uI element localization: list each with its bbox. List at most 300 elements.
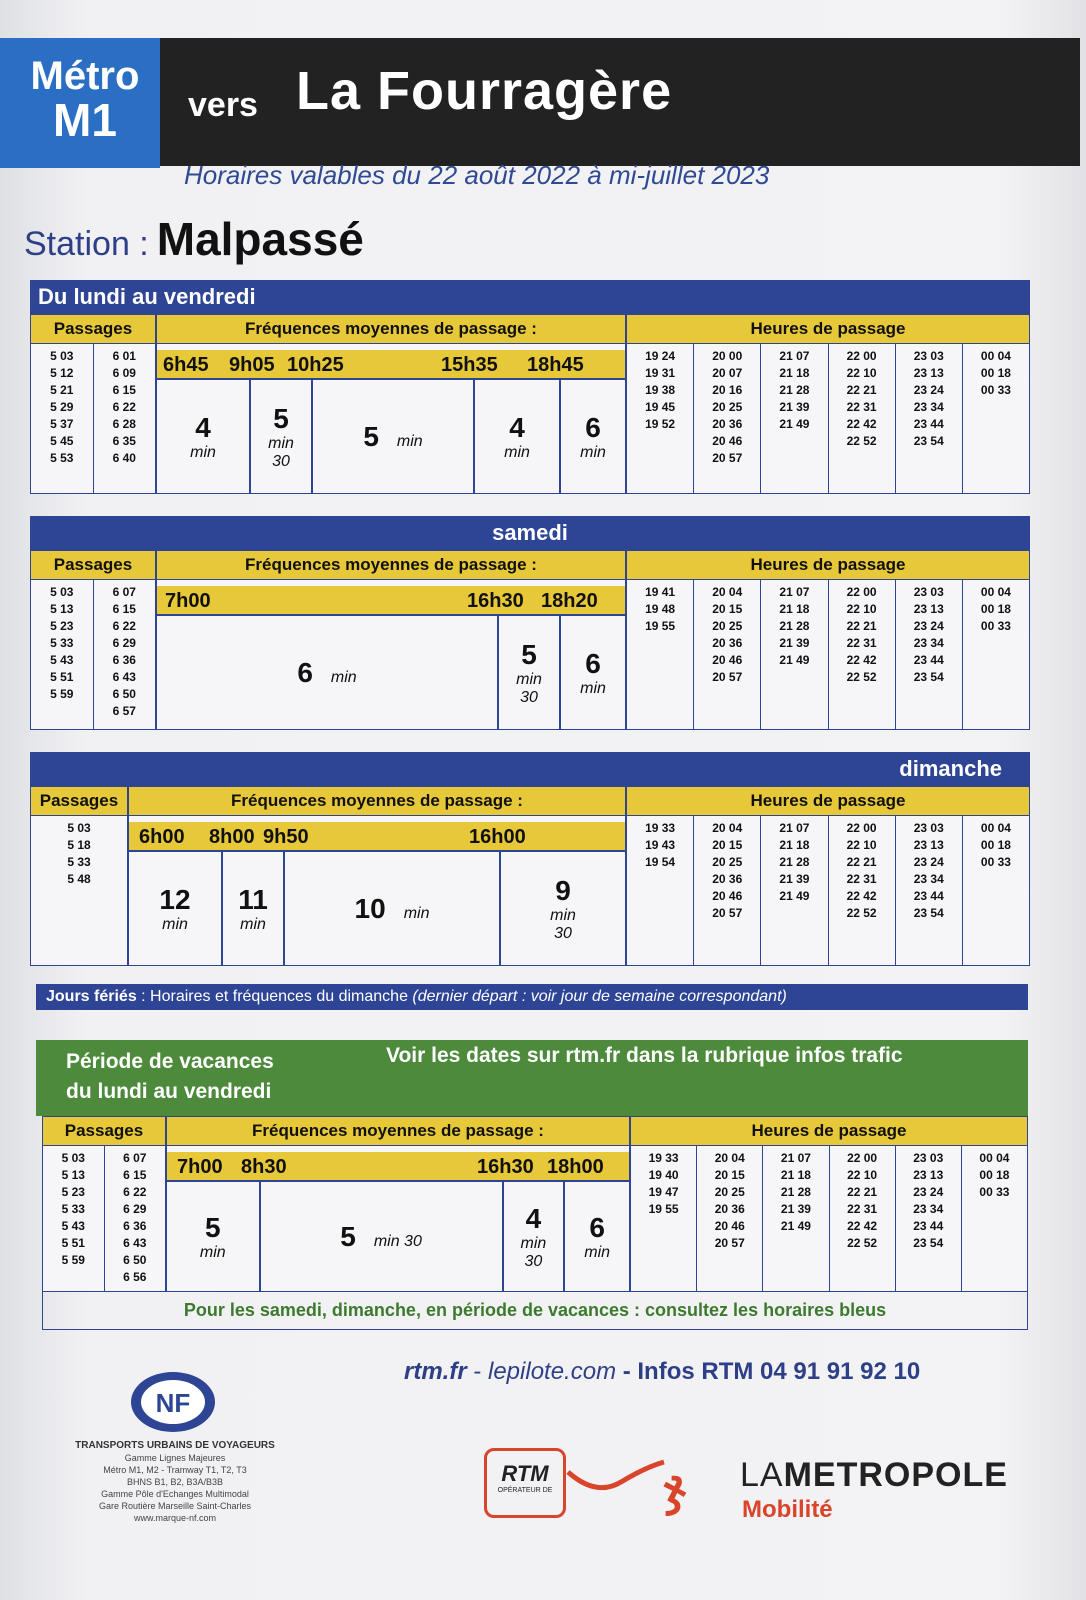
departure-time: 21 28 (779, 383, 810, 397)
departure-time: 19 40 (648, 1168, 679, 1182)
departure-time: 21 39 (779, 400, 810, 414)
departure-time: 6 29 (123, 1202, 147, 1216)
departure-time: 20 04 (712, 821, 743, 835)
departure-time: 6 01 (112, 349, 136, 363)
cert-line: Gamme Pôle d'Echanges Multimodal (101, 1489, 249, 1499)
frequency-cell (313, 380, 475, 493)
departure-time: 21 39 (779, 636, 810, 650)
departure-time: 20 15 (712, 602, 743, 616)
time-breakpoint: 18h20 (541, 590, 598, 612)
passages-header: Passages (31, 787, 129, 815)
frequency-value: 12 (159, 883, 191, 915)
hours-list (896, 344, 963, 493)
hours-list (829, 816, 896, 965)
departure-time: 20 57 (712, 451, 743, 465)
departure-time: 20 16 (712, 383, 743, 397)
frequency-breakpoints (129, 822, 625, 852)
frequency-cell (157, 616, 499, 729)
hours-list (627, 580, 694, 729)
frequency-column (129, 816, 627, 965)
frequency-value-row (521, 639, 537, 671)
departure-time: 6 57 (112, 704, 136, 718)
departure-time: 5 23 (50, 619, 74, 633)
departure-time: 6 15 (112, 383, 136, 397)
frequency-unit: min (584, 1243, 611, 1261)
departure-time: 6 50 (123, 1253, 147, 1267)
hours-header: Heures de passage (750, 319, 906, 338)
frequency-cell (157, 380, 251, 493)
departure-time: 21 18 (779, 602, 810, 616)
departure-time: 19 55 (645, 619, 676, 633)
hours-list (829, 344, 896, 493)
hours-header: Heures de passage (751, 1121, 907, 1140)
line-number: M1 (53, 94, 117, 146)
passages-header: Passages (31, 551, 157, 579)
departure-time: 20 36 (712, 636, 743, 650)
certification-text (60, 1440, 290, 1524)
departure-time: 23 54 (913, 670, 944, 684)
metropole-logo (740, 1456, 1008, 1495)
departure-time: 5 33 (61, 1202, 85, 1216)
departure-time: 00 18 (979, 1168, 1010, 1182)
passages-list (105, 1146, 166, 1291)
frequency-value-row (238, 884, 268, 916)
frequency-cell (223, 852, 285, 965)
station-label: Station : (24, 225, 149, 263)
metro-line-badge (0, 38, 160, 168)
rtm-link[interactable]: rtm.fr (404, 1358, 467, 1385)
departure-time: 19 52 (645, 417, 676, 431)
frequency-unit: min (330, 668, 357, 686)
frequency-unit: min 30 (373, 1232, 422, 1250)
hours-list (694, 580, 761, 729)
time-breakpoint: 6h00 (139, 826, 185, 848)
frequency-cells (129, 852, 625, 965)
departure-time: 5 59 (61, 1253, 85, 1267)
departure-time: 19 31 (645, 366, 676, 380)
frequency-cell (561, 616, 625, 729)
passages-list (43, 1146, 105, 1291)
departure-time: 6 36 (123, 1219, 147, 1233)
departure-time: 5 12 (50, 366, 74, 380)
departure-time: 6 07 (123, 1151, 147, 1165)
departure-time: 19 55 (648, 1202, 679, 1216)
frequency-unit: min (190, 443, 216, 461)
departure-time: 6 09 (112, 366, 136, 380)
hours-list (697, 1146, 763, 1291)
departure-time: 22 31 (846, 636, 877, 650)
departure-time: 00 33 (980, 855, 1011, 869)
time-breakpoint: 7h00 (165, 590, 211, 612)
time-breakpoint: 9h50 (263, 826, 309, 848)
frequency-cells (167, 1182, 629, 1291)
vacation-schedule (42, 1116, 1028, 1292)
departure-time: 20 46 (712, 889, 743, 903)
departure-time: 6 15 (112, 602, 136, 616)
departure-time: 6 28 (112, 417, 136, 431)
cert-line: Gamme Lignes Majeures (124, 1453, 226, 1463)
departure-time: 22 00 (846, 349, 877, 363)
departure-time: 6 43 (123, 1236, 147, 1250)
departure-time: 22 00 (846, 585, 877, 599)
time-breakpoint: 8h30 (241, 1156, 287, 1178)
cert-line: BHNS B1, B2, B3A/B3B (126, 1477, 224, 1487)
hours-list (962, 1146, 1027, 1291)
departure-time: 6 50 (112, 687, 136, 701)
time-breakpoint: 18h45 (527, 354, 584, 376)
frequency-value: 10 (354, 892, 386, 924)
passages-column (31, 580, 157, 729)
departure-time: 20 46 (714, 1219, 745, 1233)
passages-list (94, 344, 156, 493)
departure-time: 5 33 (50, 636, 74, 650)
frequency-cell (565, 1182, 629, 1291)
departure-time: 21 28 (779, 619, 810, 633)
hours-header: Heures de passage (750, 791, 906, 810)
departure-time: 23 44 (913, 1219, 944, 1233)
time-breakpoint: 6h45 (163, 354, 209, 376)
lepilote-link[interactable]: lepilote.com (488, 1358, 617, 1385)
frequency-extra: 30 (520, 688, 538, 706)
departure-time: 22 00 (847, 1151, 878, 1165)
frequency-extra: 30 (272, 452, 290, 470)
frequency-cells (157, 616, 625, 729)
rtm-logo-sub: OPÉRATEUR DE (497, 1487, 553, 1494)
frequency-breakpoints (157, 350, 625, 380)
frequency-value: 4 (195, 411, 211, 443)
departure-time: 23 24 (913, 383, 944, 397)
table-header (30, 786, 1030, 816)
frequency-breakpoints (167, 1152, 629, 1182)
departure-time: 6 35 (112, 434, 136, 448)
departure-time: 22 42 (846, 889, 877, 903)
holiday-note: (dernier départ : voir jour de semaine correspondant) (412, 988, 787, 1005)
weekday-schedule (30, 280, 1030, 494)
departure-time: 23 03 (913, 585, 944, 599)
rtm-logo (484, 1448, 566, 1518)
departure-time: 5 43 (50, 653, 74, 667)
departure-time: 00 18 (980, 602, 1011, 616)
hours-list (963, 344, 1029, 493)
departure-time: 6 22 (123, 1185, 147, 1199)
departure-time: 22 10 (846, 838, 877, 852)
departure-time: 20 04 (714, 1151, 745, 1165)
cert-line: Métro M1, M2 - Tramway T1, T2, T3 (103, 1465, 247, 1475)
departure-time: 21 39 (779, 872, 810, 886)
frequency-unit: min (504, 443, 530, 461)
hours-header: Heures de passage (750, 555, 906, 574)
hours-columns (631, 1146, 1027, 1291)
departure-time: 21 49 (779, 417, 810, 431)
holiday-label: Jours fériés (46, 988, 137, 1005)
departure-time: 23 54 (913, 1236, 944, 1250)
departure-time: 5 03 (67, 821, 91, 835)
frequency-header: Fréquences moyennes de passage : (167, 1117, 631, 1145)
hours-list (761, 344, 828, 493)
time-breakpoint: 16h00 (469, 826, 526, 848)
departure-time: 22 31 (847, 1202, 878, 1216)
departure-time: 23 13 (913, 838, 944, 852)
vacation-title-line1: Période de vacances (66, 1050, 274, 1073)
departure-time: 19 45 (645, 400, 676, 414)
departure-time: 6 29 (112, 636, 136, 650)
departure-time: 21 49 (780, 1219, 811, 1233)
frequency-value: 6 (589, 1211, 605, 1243)
frequency-value-row (363, 421, 422, 453)
departure-time: 5 03 (61, 1151, 85, 1165)
schedule-title: dimanche (30, 752, 1030, 786)
schedule-title: Du lundi au vendredi (30, 280, 1030, 314)
passages-column (31, 816, 129, 965)
hours-columns (627, 816, 1029, 965)
departure-time: 23 54 (913, 906, 944, 920)
frequency-cell (251, 380, 313, 493)
mobilite-label: Mobilité (742, 1496, 833, 1523)
public-holidays-banner (36, 984, 1028, 1010)
frequency-value: 4 (509, 411, 525, 443)
departure-time: 5 45 (50, 434, 74, 448)
departure-time: 22 42 (846, 653, 877, 667)
hours-list (761, 816, 828, 965)
frequency-value: 9 (555, 874, 571, 906)
hours-list (761, 580, 828, 729)
departure-time: 5 48 (67, 872, 91, 886)
departure-time: 23 44 (913, 889, 944, 903)
departure-time: 20 15 (712, 838, 743, 852)
frequency-value-row (205, 1212, 221, 1244)
departure-time: 21 07 (779, 821, 810, 835)
departure-time: 21 39 (780, 1202, 811, 1216)
departure-time: 23 34 (913, 872, 944, 886)
frequency-cell (501, 852, 625, 965)
departure-time: 20 46 (712, 434, 743, 448)
departure-time: 22 31 (846, 872, 877, 886)
cert-line: Gare Routière Marseille Saint-Charles (98, 1501, 252, 1511)
departure-time: 22 52 (846, 434, 877, 448)
departure-time: 6 56 (123, 1270, 147, 1284)
departure-time: 22 52 (847, 1236, 878, 1250)
departure-time: 22 21 (846, 619, 877, 633)
departure-time: 5 23 (61, 1185, 85, 1199)
departure-time: 22 21 (846, 383, 877, 397)
hours-list (830, 1146, 896, 1291)
hours-list (627, 344, 694, 493)
frequency-value-row (195, 412, 211, 444)
frequency-value-row (526, 1203, 542, 1235)
frequency-value: 6 (585, 647, 601, 679)
passages-list (31, 816, 127, 965)
metropole-mark-icon: ჯ (664, 1462, 686, 1515)
table-header (42, 1116, 1028, 1146)
departure-time: 22 00 (846, 821, 877, 835)
departure-time: 23 44 (913, 417, 944, 431)
frequency-value: 5 (521, 638, 537, 670)
departure-time: 22 42 (846, 417, 877, 431)
departure-time: 19 43 (645, 838, 676, 852)
passages-header: Passages (43, 1117, 167, 1145)
departure-time: 5 13 (61, 1168, 85, 1182)
infos-phone: - Infos RTM 04 91 91 92 10 (616, 1358, 921, 1385)
holiday-text: : Horaires et fréquences du dimanche (136, 988, 413, 1005)
frequency-value: 11 (238, 883, 268, 915)
departure-time: 21 49 (779, 653, 810, 667)
departure-time: 23 34 (913, 1202, 944, 1216)
frequency-unit: min (580, 679, 606, 697)
departure-time: 00 18 (980, 366, 1011, 380)
departure-time: 20 25 (712, 855, 743, 869)
departure-time: 23 24 (913, 855, 944, 869)
time-breakpoint: 18h00 (547, 1156, 604, 1178)
frequency-value: 4 (525, 1202, 542, 1234)
nf-text: NF (155, 1388, 191, 1418)
departure-time: 5 59 (50, 687, 74, 701)
departure-time: 00 04 (980, 349, 1011, 363)
departure-time: 00 33 (979, 1185, 1010, 1199)
departure-time: 22 31 (846, 400, 877, 414)
schedule-grid (42, 1146, 1028, 1292)
frequency-value: 5 (340, 1220, 356, 1252)
departure-time: 00 04 (979, 1151, 1010, 1165)
departure-time: 5 51 (61, 1236, 85, 1250)
hours-list (829, 580, 896, 729)
time-breakpoint: 16h30 (477, 1156, 534, 1178)
departure-time: 19 33 (645, 821, 676, 835)
time-breakpoint: 15h35 (441, 354, 498, 376)
hours-list (963, 580, 1029, 729)
departure-time: 23 54 (913, 434, 944, 448)
departure-time: 20 57 (712, 906, 743, 920)
departure-time: 23 13 (913, 366, 944, 380)
departure-time: 21 18 (779, 838, 810, 852)
frequency-unit: min (162, 915, 188, 933)
departure-time: 20 15 (714, 1168, 745, 1182)
direction-prefix: vers (188, 86, 258, 124)
vacation-note: Pour les samedi, dimanche, en période de vacances : consultez les horaires bleus (42, 1290, 1028, 1330)
frequency-extra: 30 (554, 924, 572, 942)
frequency-value: 5 (273, 402, 289, 434)
departure-time: 6 22 (112, 619, 136, 633)
departure-time: 5 33 (67, 855, 91, 869)
departure-time: 22 21 (846, 855, 877, 869)
departure-time: 23 13 (913, 1168, 944, 1182)
departure-time: 00 18 (980, 838, 1011, 852)
passages-column (31, 344, 157, 493)
frequency-unit: min (396, 432, 423, 450)
departure-time: 5 37 (50, 417, 74, 431)
departure-time: 23 34 (913, 636, 944, 650)
departure-time: 5 29 (50, 400, 74, 414)
departure-time: 20 00 (712, 349, 743, 363)
departure-time: 22 10 (846, 602, 877, 616)
departure-time: 20 25 (712, 400, 743, 414)
frequency-value-row (555, 875, 571, 907)
hours-list (963, 816, 1029, 965)
frequency-value: 5 (363, 420, 379, 452)
hours-list (896, 580, 963, 729)
frequency-value-row (589, 1212, 605, 1244)
frequency-unit: min (403, 904, 430, 922)
departure-time: 5 18 (67, 838, 91, 852)
departure-time: 20 36 (712, 872, 743, 886)
departure-time: 23 03 (913, 349, 944, 363)
station-name: Malpassé (156, 213, 364, 265)
departure-time: 20 04 (712, 585, 743, 599)
frequency-value-row (355, 893, 430, 925)
departure-time: 22 10 (847, 1168, 878, 1182)
departure-time: 6 40 (112, 451, 136, 465)
departure-time: 00 04 (980, 821, 1011, 835)
time-breakpoint: 8h00 (209, 826, 255, 848)
frequency-unit: min (268, 434, 294, 452)
departure-time: 20 46 (712, 653, 743, 667)
departure-time: 21 28 (779, 855, 810, 869)
frequency-value: 6 (297, 656, 313, 688)
frequency-unit: min (520, 1234, 547, 1252)
departure-time: 22 21 (847, 1185, 878, 1199)
frequency-value: 5 (205, 1211, 221, 1243)
station-title (24, 212, 364, 266)
departure-time: 21 07 (780, 1151, 811, 1165)
frequency-value-row (585, 412, 601, 444)
frequency-column (167, 1146, 631, 1291)
hours-list (763, 1146, 829, 1291)
departure-time: 00 33 (980, 383, 1011, 397)
departure-time: 21 28 (780, 1185, 811, 1199)
departure-time: 5 13 (50, 602, 74, 616)
departure-time: 6 07 (112, 585, 136, 599)
schedule-grid (30, 580, 1030, 730)
frequency-value-row (297, 657, 356, 689)
frequency-cell (261, 1182, 504, 1291)
departure-time: 23 24 (913, 1185, 944, 1199)
departure-time: 21 07 (779, 349, 810, 363)
frequency-value-row (340, 1221, 422, 1253)
departure-time: 20 57 (712, 670, 743, 684)
hours-columns (627, 580, 1029, 729)
departure-time: 00 04 (980, 585, 1011, 599)
departure-time: 19 24 (645, 349, 676, 363)
departure-time: 21 18 (780, 1168, 811, 1182)
departure-time: 19 41 (645, 585, 676, 599)
rtm-logo-text: RTM (501, 1461, 549, 1486)
frequency-value: 6 (585, 411, 601, 443)
nf-certification-logo (118, 1362, 228, 1432)
departure-time: 5 03 (50, 349, 74, 363)
schedule-grid (30, 344, 1030, 494)
frequency-unit: min (550, 906, 576, 924)
hours-list (694, 816, 761, 965)
departure-time: 21 07 (779, 585, 810, 599)
departure-time: 5 43 (61, 1219, 85, 1233)
frequency-cell (499, 616, 561, 729)
sunday-schedule (30, 752, 1030, 966)
frequency-cell (129, 852, 223, 965)
hours-list (627, 816, 694, 965)
departure-time: 5 51 (50, 670, 74, 684)
schedule-grid (30, 816, 1030, 966)
departure-time: 23 03 (913, 821, 944, 835)
direction-bar (160, 38, 1080, 166)
frequency-cell (561, 380, 625, 493)
departure-time: 19 47 (648, 1185, 679, 1199)
schedule-title: samedi (30, 516, 1030, 550)
frequency-header: Fréquences moyennes de passage : (157, 315, 627, 343)
departure-time: 6 15 (123, 1168, 147, 1182)
saturday-schedule (30, 516, 1030, 730)
departure-time: 21 18 (779, 366, 810, 380)
frequency-column (157, 580, 627, 729)
destination: La Fourragère (296, 61, 673, 121)
